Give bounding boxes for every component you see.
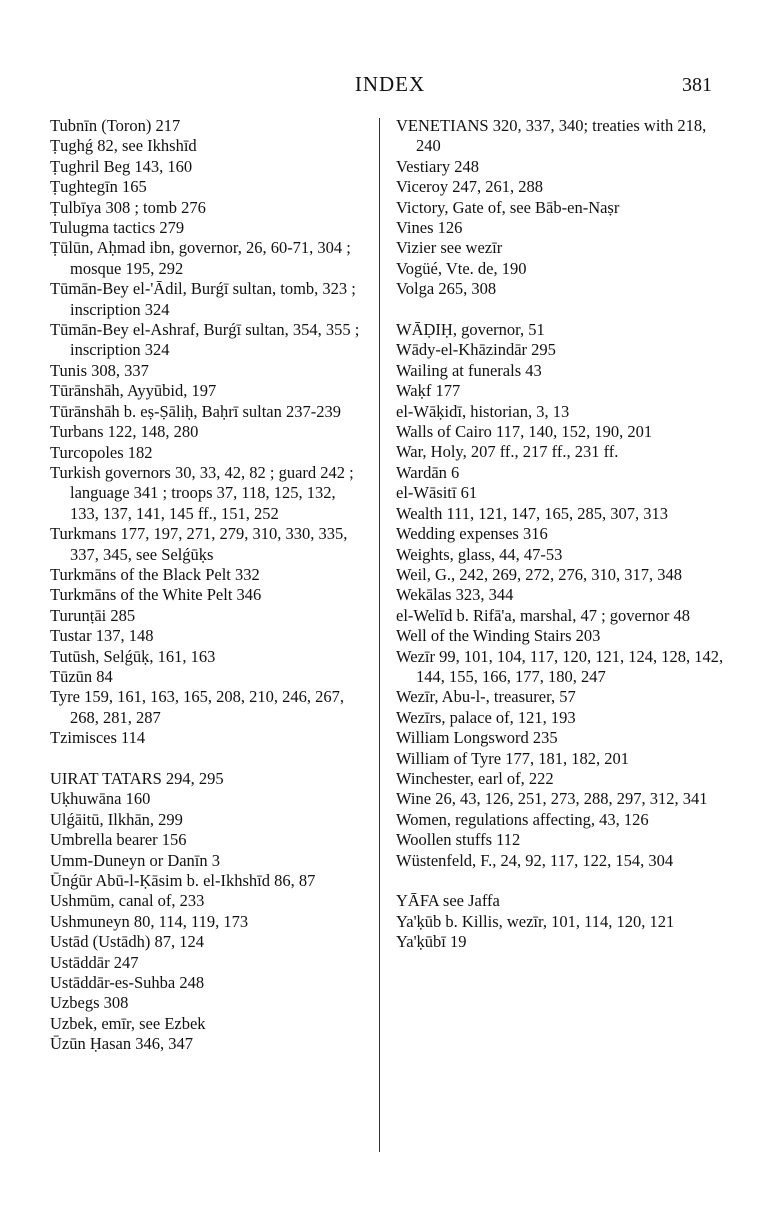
index-entry: YĀFA see Jaffa xyxy=(396,891,500,911)
index-entry: el-Welīd b. Rifā'a, marshal, 47 ; governor 48 xyxy=(396,605,690,625)
index-entry: Turkmans 177, 197, 271, 279, 310, 330, 335, 337, 345, see Selǵūḳs xyxy=(50,524,348,564)
index-entry: Umbrella bearer 156 xyxy=(50,830,187,850)
index-entry: Ṭughtegīn 165 xyxy=(50,177,147,197)
index-entry: Wezīr, Abu-l-, treasurer, 57 xyxy=(396,687,576,707)
index-entry: WĀḌIḤ, governor, 51 xyxy=(396,320,545,340)
index-entry: Tulugma tactics 279 xyxy=(50,218,185,238)
index-entry: Wedding expenses 316 xyxy=(396,524,548,544)
index-entry: Wüstenfeld, F., 24, 92, 117, 122, 154, 304 xyxy=(396,850,674,870)
index-entry: Tūrānshāh b. eṣ-Ṣāliḥ, Baḥrī sultan 237-239 xyxy=(50,401,341,421)
index-entry: Tūmān-Bey el-'Ādil, Burǵī sultan, tomb, 323 ; inscription 324 xyxy=(50,279,356,319)
index-entry: Wailing at funerals 43 xyxy=(396,360,542,380)
index-entry: Ushmūm, canal of, 233 xyxy=(50,891,205,911)
index-entry: Walls of Cairo 117, 140, 152, 190, 201 xyxy=(396,422,653,442)
index-entry: Wezīr 99, 101, 104, 117, 120, 121, 124, 128, 142, 144, 155, 166, 177, 180, 247 xyxy=(396,646,724,686)
index-entry: Ṭūlūn, Aḥmad ibn, governor, 26, 60-71, 304 ; mosque 195, 292 xyxy=(50,238,351,278)
index-column-right xyxy=(396,116,726,953)
index-entry: Ūzūn Ḥasan 346, 347 xyxy=(50,1034,193,1054)
index-entry: Ustāddār 247 xyxy=(50,952,139,972)
index-entry: Ya'ḳūb b. Killis, wezīr, 101, 114, 120, 121 xyxy=(396,911,675,931)
index-entry: War, Holy, 207 ff., 217 ff., 231 ff. xyxy=(396,442,619,462)
index-entry: Tunis 308, 337 xyxy=(50,360,149,380)
index-entry: Uzbek, emīr, see Ezbek xyxy=(50,1013,206,1033)
index-entry: Turbans 122, 148, 280 xyxy=(50,422,199,442)
index-entry: Wezīrs, palace of, 121, 193 xyxy=(396,707,576,727)
index-entry: Vines 126 xyxy=(396,218,463,238)
index-entry: Waḳf 177 xyxy=(396,381,461,401)
index-entry: William Longsword 235 xyxy=(396,728,558,748)
index-entry: William of Tyre 177, 181, 182, 201 xyxy=(396,748,629,768)
index-entry: Ūnǵūr Abū-l-Ḳāsim b. el-Ikhshīd 86, 87 xyxy=(50,871,316,891)
index-entry: Ya'ḳūbī 19 xyxy=(396,932,467,952)
section-gap xyxy=(396,300,726,320)
index-entry: VENETIANS 320, 337, 340; treaties with 218, 240 xyxy=(396,116,707,156)
index-entry: Turkish governors 30, 33, 42, 82 ; guard 242 ; language 341 ; troops 37, 118, 125, 132, 133, 137, 141, 145 ff., 151, 252 xyxy=(50,462,354,523)
index-entry: Turcopoles 182 xyxy=(50,442,153,462)
index-entry: Vizier see wezīr xyxy=(396,238,503,258)
index-entry: Weights, glass, 44, 47-53 xyxy=(396,544,563,564)
index-entry: Weil, G., 242, 269, 272, 276, 310, 317, 348 xyxy=(396,564,683,584)
index-entry: UIRAT TATARS 294, 295 xyxy=(50,768,224,788)
index-entry: Ṭughǵ 82, see Ikhshīd xyxy=(50,136,197,156)
index-entry: Ushmuneyn 80, 114, 119, 173 xyxy=(50,911,249,931)
index-entry: Umm-Duneyn or Danīn 3 xyxy=(50,850,221,870)
index-entry: Turkmāns of the Black Pelt 332 xyxy=(50,564,260,584)
index-entry: Woollen stuffs 112 xyxy=(396,830,521,850)
index-entry: Ustād (Ustādh) 87, 124 xyxy=(50,932,204,952)
section-gap xyxy=(50,749,368,769)
index-entry: Tubnīn (Toron) 217 xyxy=(50,116,181,135)
index-entry: Tūrānshāh, Ayyūbid, 197 xyxy=(50,381,217,401)
index-entry: Victory, Gate of, see Bāb-en-Naṣr xyxy=(396,197,620,217)
index-entry: Wealth 111, 121, 147, 165, 285, 307, 313 xyxy=(396,503,668,523)
index-entry: Ṭulbīya 308 ; tomb 276 xyxy=(50,197,206,217)
index-entry: Turunṭāi 285 xyxy=(50,605,136,625)
index-entry: Uḳhuwāna 160 xyxy=(50,789,151,809)
index-entry: el-Wāsitī 61 xyxy=(396,483,478,503)
index-entry: Tūzūn 84 xyxy=(50,666,113,686)
index-entry: Volga 265, 308 xyxy=(396,279,497,299)
index-entry: Winchester, earl of, 222 xyxy=(396,768,554,788)
index-entry: Wādy-el-Khāzindār 295 xyxy=(396,340,556,360)
index-entry: Ustāddār-es-Suhba 248 xyxy=(50,973,205,993)
index-entry: Women, regulations affecting, 43, 126 xyxy=(396,809,649,829)
index-column-left xyxy=(50,116,368,1055)
index-entry: Tyre 159, 161, 163, 165, 208, 210, 246, 267, 268, 281, 287 xyxy=(50,687,344,727)
index-entry: Wine 26, 43, 126, 251, 273, 288, 297, 312, 341 xyxy=(396,789,708,809)
index-entry: Well of the Winding Stairs 203 xyxy=(396,626,601,646)
page-title: INDEX xyxy=(354,72,426,96)
index-entry: Ṭughril Beg 143, 160 xyxy=(50,156,193,176)
index-entry: Tzimisces 114 xyxy=(50,728,146,748)
index-entry: Tustar 137, 148 xyxy=(50,626,154,646)
index-entry: Tutūsh, Selǵūḳ, 161, 163 xyxy=(50,646,216,666)
index-entry: Vestiary 248 xyxy=(396,156,479,176)
index-entry: Turkmāns of the White Pelt 346 xyxy=(50,585,262,605)
index-entry: Uzbegs 308 xyxy=(50,993,129,1013)
section-gap xyxy=(396,871,726,891)
index-entry: Ulǵāitū, Ilkhān, 299 xyxy=(50,809,183,829)
column-divider xyxy=(379,118,380,1152)
index-entry: Tūmān-Bey el-Ashraf, Burǵī sultan, 354, 355 ; inscription 324 xyxy=(50,320,360,360)
index-entry: Wekālas 323, 344 xyxy=(396,585,514,605)
index-entry: Viceroy 247, 261, 288 xyxy=(396,177,544,197)
page-number: 381 xyxy=(682,74,712,96)
index-entry: el-Wāḳidī, historian, 3, 13 xyxy=(396,401,570,421)
index-entry: Wardān 6 xyxy=(396,462,460,482)
index-entry: Vogüé, Vte. de, 190 xyxy=(396,258,527,278)
